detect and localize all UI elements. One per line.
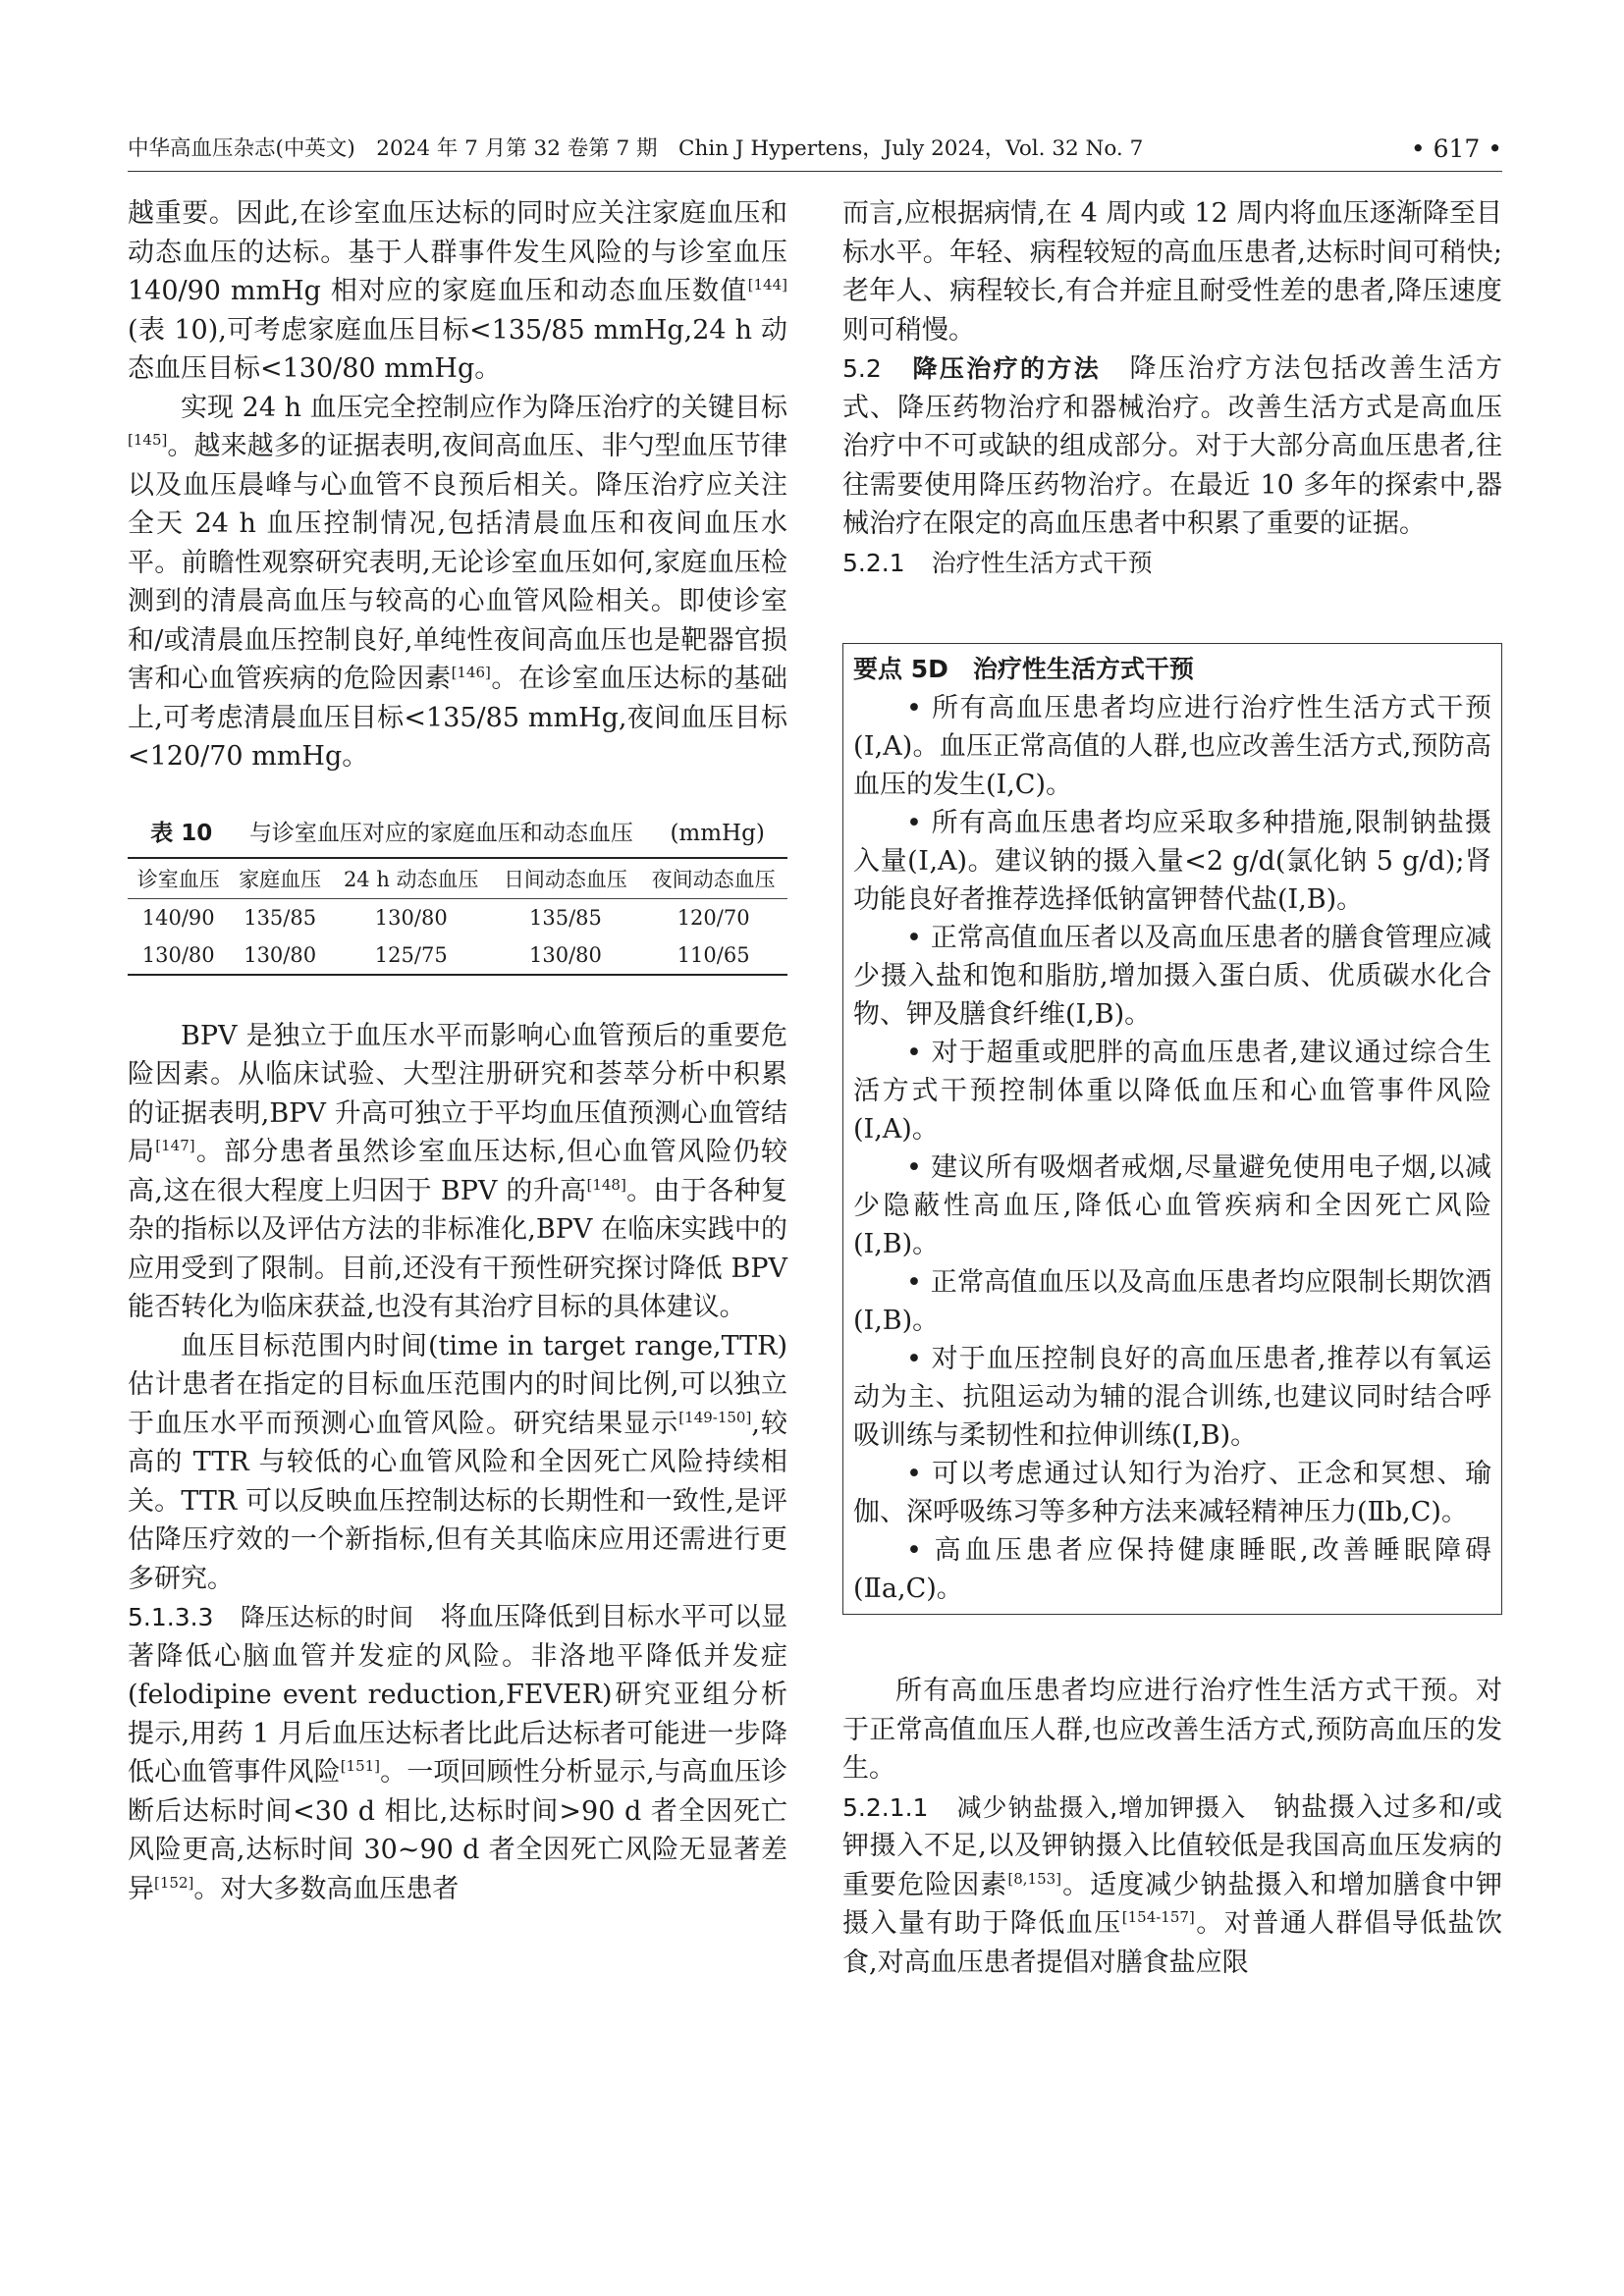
key-point-item: • 所有高血压患者均应采取多种措施,限制钠盐摄入量(Ⅰ,A)。建议钠的摄入量<2 g/d(氯化钠 5 g/d);肾功能良好者推荐选择低钠富钾替代盐(Ⅰ,B)。: [853, 808, 1491, 915]
key-point-item: • 可以考虑通过认知行为治疗、正念和冥想、瑜伽、深呼吸练习等多种方法来减轻精神压力(Ⅱb,C)。: [853, 1459, 1491, 1527]
section-5-2: 5.2 降压治疗的方法 降压治疗方法包括改善生活方式、降压药物治疗和器械治疗。改善生活方式是高血压治疗中不可或缺的组成部分。对于大部分高血压患者,往往需要使用降压药物治疗。在最近 10 多年的探索中,器械治疗在限定的高血压患者中积累了重要的证据。: [842, 353, 1502, 539]
table-caption: [128, 818, 787, 849]
journal-citation: 中华高血压杂志(中英文) 2024 年 7 月第 32 卷第 7 期 Chin J Hypertens，July 2024，Vol. 32 No. 7: [128, 136, 1144, 161]
citation[interactable]: [8,153]: [1007, 1869, 1062, 1888]
key-point-item: • 正常高值血压以及高血压患者均应限制长期饮酒(Ⅰ,B)。: [853, 1267, 1491, 1336]
table-cell: 110/65: [677, 942, 750, 967]
citation[interactable]: [144]: [747, 276, 787, 294]
section-5-2-1-heading: [842, 544, 1502, 583]
key-point-item: • 正常高值血压者以及高血压患者的膳食管理应减少摄入盐和饱和脂肪,增加摄入蛋白质、优质碳水化合物、钾及膳食纤维(Ⅰ,B)。: [853, 923, 1491, 1030]
paragraph: 血压目标范围内时间(time in target range,TTR)估计患者在指定的目标血压范围内的时间比例,可以独立于血压水平而预测心血管风险。研究结果显示[149-150],较高的 TTR 与较低的心血管风险和全因死亡风险持续相关。TTR 可以反映血压控制达标的长期性和一致性,是评估降压疗效的一个新指标,但有关其临床应用还需进行更多研究。: [128, 1330, 787, 1594]
citation[interactable]: [146]: [451, 664, 491, 681]
section-title: 降压达标的时间: [240, 1603, 414, 1631]
citation[interactable]: [152]: [154, 1873, 194, 1892]
table-cell: 130/80: [529, 942, 602, 967]
key-point-item: • 高血压患者应保持健康睡眠,改善睡眠障碍(Ⅱa,C)。: [853, 1535, 1491, 1604]
citation[interactable]: [149-150]: [678, 1408, 752, 1426]
citation[interactable]: [148]: [586, 1175, 626, 1194]
citation[interactable]: [145]: [128, 431, 168, 449]
key-point-item: • 建议所有吸烟者戒烟,尽量避免使用电子烟,以减少隐蔽性高血压,降低心血管疾病和全因死亡风险(Ⅰ,B)。: [853, 1152, 1491, 1259]
table-cell: 130/80: [244, 942, 317, 967]
table-cell: 135/85: [244, 905, 317, 930]
paragraph: 越重要。因此,在诊室血压达标的同时应关注家庭血压和动态血压的达标。基于人群事件发生风险的与诊室血压 140/90 mmHg 相对应的家庭血压和动态血压数值[144](表 10),可考虑家庭血压目标<135/85 mmHg,24 h 动态血压目标<130/80 mmHg。: [128, 198, 787, 384]
section-number: 5.2.1.1: [842, 1792, 929, 1822]
column-header: 家庭血压: [239, 867, 322, 891]
paragraph: 所有高血压患者均应进行治疗性生活方式干预。对于正常高值血压人群,也应改善生活方式,预防高血压的发生。: [842, 1676, 1502, 1784]
section-title: 减少钠盐摄入,增加钾摄入: [956, 1792, 1247, 1822]
table-cell: 130/80: [374, 905, 448, 930]
column-header: 夜间动态血压: [651, 867, 776, 891]
section-5-1-3-3: 5.1.3.3 降压达标的时间 将血压降低到目标水平可以显著降低心脑血管并发症的风险。非洛地平降低并发症(felodipine event reduction,FEVER)研究亚组分析提示,用药 1 月后血压达标者比此后达标者可能进一步降低心血管事件风险[151]。一项回顾性分析显示,与高血压诊断后达标时间<30 d 相比,达标时间>90 d 者全因死亡风险更高,达标时间 30~90 d 者全因死亡风险无显著差异[152]。对大多数高血压患者: [128, 1602, 788, 1904]
table-label: 表 10: [150, 820, 213, 846]
running-header: [128, 128, 1502, 172]
table-cell: 130/80: [141, 942, 215, 967]
section-number: 5.2: [842, 354, 882, 383]
column-header: 诊室血压: [136, 867, 220, 891]
section-number: 5.1.3.3: [128, 1603, 214, 1631]
table-unit: (mmHg): [670, 820, 765, 846]
table-cell: 135/85: [529, 905, 602, 930]
column-header: 24 h 动态血压: [343, 867, 479, 891]
key-point-item: • 所有高血压患者均应进行治疗性生活方式干预(Ⅰ,A)。血压正常高值的人群,也应改善生活方式,预防高血压的发生(Ⅰ,C)。: [853, 693, 1491, 800]
data-table: [128, 857, 787, 976]
paragraph: 而言,应根据病情,在 4 周内或 12 周内将血压逐渐降至目标水平。年轻、病程较短的高血压患者,达标时间可稍快;老年人、病程较长,有合并症且耐受性差的患者,降压速度则可稍慢。: [842, 198, 1502, 346]
citation[interactable]: [147]: [155, 1137, 195, 1154]
table-cell: 140/90: [141, 905, 215, 930]
section-number: 5.2.1: [842, 548, 905, 577]
left-column: [128, 194, 787, 1908]
column-header: 日间动态血压: [503, 867, 627, 891]
key-point-item: • 对于血压控制良好的高血压患者,推荐以有氧运动为主、抗阻运动为辅的混合训练,也建议同时结合呼吸训练与柔韧性和拉伸训练(Ⅰ,B)。: [853, 1344, 1491, 1451]
paragraph: 实现 24 h 血压完全控制应作为降压治疗的关键目标[145]。越来越多的证据表明,夜间高血压、非勺型血压节律以及血压晨峰与心血管不良预后相关。降压治疗应关注全天 24 h 血压控制情况,包括清晨血压和夜间血压水平。前瞻性观察研究表明,无论诊室血压如何,家庭血压检测到的清晨高血压与较高的心血管风险相关。即使诊室和/或清晨血压控制良好,单纯性夜间高血压也是靶器官损害和心血管疾病的危险因素[146]。在诊室血压达标的基础上,可考虑清晨血压目标<135/85 mmHg,夜间血压目标<120/70 mmHg。: [128, 392, 788, 772]
section-title: 降压治疗的方法: [912, 354, 1102, 383]
table-row: [128, 936, 787, 975]
section-5-2-1-1: 5.2.1.1 减少钠盐摄入,增加钾摄入 钠盐摄入过多和/或钾摄入不足,以及钾钠摄入比值较低是我国高血压发病的重要危险因素[8,153]。适度减少钠盐摄入和增加膳食中钾摄入量有助于降低血压[154-157]。对普通人群倡导低盐饮食,对高血压患者提倡对膳食盐应限: [842, 1791, 1503, 1978]
table-header-row: [128, 858, 787, 899]
page-number: • 617 •: [1410, 134, 1502, 163]
table-cell: 125/75: [374, 942, 448, 967]
right-column: [842, 194, 1502, 1982]
paragraph: BPV 是独立于血压水平而影响心血管预后的重要危险因素。从临床试验、大型注册研究和荟萃分析中积累的证据表明,BPV 升高可独立于平均血压值预测心血管结局[147]。部分患者虽然诊室血压达标,但心血管风险仍较高,这在很大程度上归因于 BPV 的升高[148]。由于各种复杂的指标以及评估方法的非标准化,BPV 在临床实践中的应用受到了限制。目前,还没有干预性研究探讨降低 BPV 能否转化为临床获益,也没有其治疗目标的具体建议。: [128, 1020, 788, 1322]
citation[interactable]: [154-157]: [1121, 1908, 1195, 1926]
key-points-title: 要点 5D 治疗性生活方式干预: [853, 655, 1194, 683]
section-title: 治疗性生活方式干预: [931, 548, 1153, 577]
key-point-item: • 对于超重或肥胖的高血压患者,建议通过综合生活方式干预控制体重以降低血压和心血管事件风险(Ⅰ,A)。: [853, 1038, 1491, 1145]
citation[interactable]: [151]: [340, 1757, 381, 1775]
table-title: 与诊室血压对应的家庭血压和动态血压: [248, 820, 633, 846]
table-cell: 120/70: [677, 905, 750, 930]
table-10: [128, 818, 787, 976]
key-points-box: [842, 643, 1502, 1615]
table-row: [128, 898, 787, 936]
